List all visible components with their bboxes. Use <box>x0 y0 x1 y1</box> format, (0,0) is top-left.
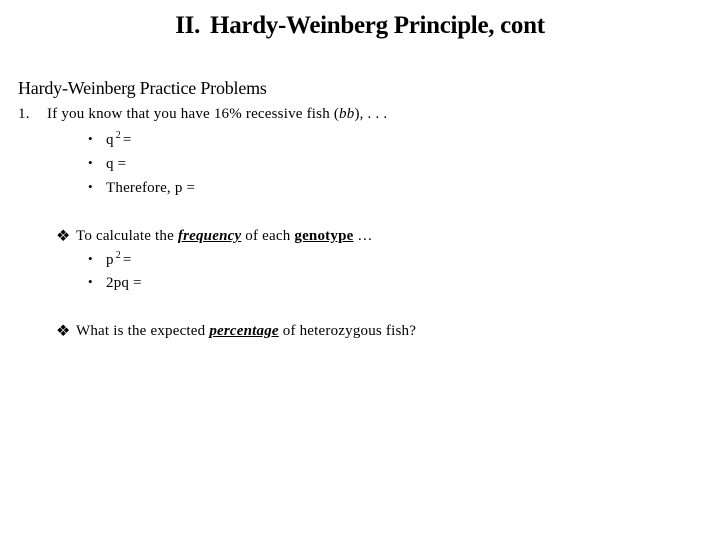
section-heading: Hardy-Weinberg Practice Problems <box>18 78 267 98</box>
list-item-percentage: ❖ What is the expected percentage of heterozygous fish? <box>56 323 417 340</box>
dot-bullet-icon: • <box>88 179 93 194</box>
genotype-emphasis: genotype <box>294 228 354 244</box>
list-item-p: • Therefore, p = <box>88 179 196 196</box>
page-title <box>0 12 720 40</box>
problem-text <box>47 106 387 123</box>
dot-bullet-icon: • <box>88 274 93 289</box>
problem-suffix: ), . . . <box>354 106 388 122</box>
list-item-q-squared: • q $^2$ = <box>88 130 132 148</box>
problem-prefix: If you know that you have 16% recessive fish ( <box>47 106 340 122</box>
title-text: Hardy-Weinberg Principle, cont <box>210 12 545 39</box>
problem-number: 1. <box>18 106 30 122</box>
dot-bullet-icon: • <box>88 155 93 170</box>
list-item-q: • q = <box>88 155 127 172</box>
frequency-emphasis: frequency <box>177 228 242 244</box>
problem-genotype: bb <box>339 106 355 122</box>
percentage-emphasis: percentage <box>209 323 279 339</box>
dot-bullet-icon: • <box>88 251 93 266</box>
title-number: II. <box>175 12 201 39</box>
dot-bullet-icon: • <box>88 131 93 146</box>
list-item-frequency: ❖ To calculate the frequency of each genotype … <box>56 228 373 245</box>
list-item-2pq: • 2pq = <box>88 274 142 291</box>
list-item-p-squared: • p $^2$ = <box>88 250 132 268</box>
four-diamond-bullet-icon: ❖ <box>56 228 71 245</box>
four-diamond-bullet-icon: ❖ <box>56 323 71 340</box>
